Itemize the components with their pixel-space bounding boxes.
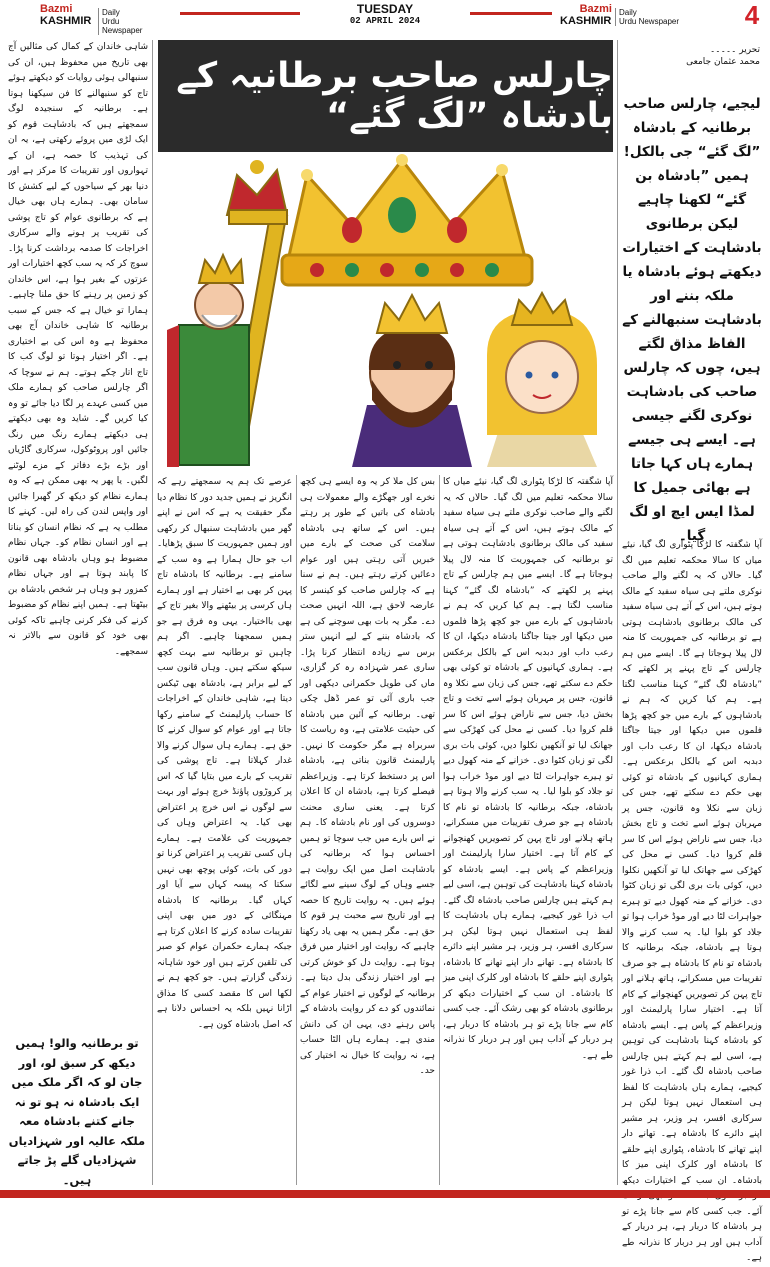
article-column-3 [157,475,292,1185]
tag-daily: Daily [102,8,120,17]
column-3-text: عرصے تک ہم یہ سمجھتے رہے کہ انگریز نے ہمیں جدید دور کا نظام دیا مگر حقیقت یہ ہے کہ اس نے اپنے گھر میں بادشاہت سنبھال کر رکھی اور ہمیں جمہوریت کا سبق پڑھایا۔ اب جو حال ہمارا ہے وہ سب کے سامنے ہے۔ برطانیہ کا بادشاہ تاج پہن کر بھی بے اختیار ہے اور ہمارے ہاں کرسی پر بیٹھنے والا بغیر تاج کے بھی بااختیار۔ یہی وہ فرق ہے جو ہمیں سمجھنا چاہیے۔ اگر ہم چاہیں تو برطانیہ سے بہت کچھ سیکھ سکتے ہیں۔ وہاں قانون سب کے لیے برابر ہے، بادشاہ بھی ٹیکس دیتا ہے، شاہی خاندان کے اخراجات کا حساب پارلیمنٹ کے سامنے رکھا جاتا ہے اور عوام کو سوال کرنے کا حق ہے۔ ہمارے ہاں سوال کرنے والا غدار کہلاتا ہے۔ تاج پوشی کی تقریب کے بارے میں بتایا گیا کہ اس پر کروڑوں پاؤنڈ خرچ ہوئے اور بہت سے لوگوں نے اس خرچ پر اعتراض بھی کیا۔ یہ اعتراض وہاں کی جمہوریت کی علامت ہے۔ ہمارے ہاں کسی تقریب پر اعتراض کرنا تو دور کی بات، کوئی پوچھ بھی نہیں سکتا کہ پیسہ کہاں سے آیا اور کہاں گیا۔ برطانیہ کا بادشاہ مہنگائی کے دور میں بھی اپنی تقریبات سادہ کرنے کا اعلان کرتا ہے جبکہ ہمارے حکمران عوام کو صبر کی تلقین کرتے ہیں اور خود شاہانہ زندگی گزارتے ہیں۔ جو کچھ ہم نے لکھا اس کا مقصد کسی کا مذاق اڑانا نہیں بلکہ یہ احساس دلانا ہے کہ اصل بادشاہ کون ہے۔ [157,477,292,1030]
column-divider [439,475,440,1185]
tag-daily-right: Daily [619,8,637,17]
column-1-text: آپا شگفتہ کا لڑکا پٹواری لگ گیا، نیئے میاں کا سالا محکمہ تعلیم میں لگ گیا۔ حالاں کہ یہ لگنے والے صاحب نوکری ملتے ہی سیاہ سفید کے مالک ہوتے ہیں، اس کے آتے ہی سیاہ سفید کی مالک برطانوی بادشاہت ہوتی ہے تو برطانیہ کی جمہوریت کا منہ لال پیلا ہوجاتا ہے گا۔ ایسے میں ہم چارلس کے تاج پہنے پر لکھتے کہ ”بادشاہ لگ گئے“ کہنا مناسب لگتا ہے۔ ہم کیا کریں کہ ہم نے بادشاہوں کے بارے میں جو کچھ پڑھا فلموں میں دیکھا اور جیتا جاگتا بادشاہ دیکھا، ان کا رعب داب اور دبدبہ اس کے بالکل برعکس ہے۔ ہماری کہانیوں کے بادشاہ تو کوئی بھی حکم دے سکتے تھے، جس کی زبان سے نکلا وہ قانون، جس پر مہربان ہوئے اسے تخت و تاج بخش دیا، جس سے ناراض ہوئے اس کا سر قلم کروا دیا۔ کسی نے محل کی کھڑکی سے جھانک لیا تو آنکھیں نکلوا دیں، کوئی بات بری لگی تو زبان کٹوا دی۔ خزانے کے منہ کھول دیے تو ہیرے جواہرات لٹا دیے اور موڈ خراب ہوا تو جلاد کو بلوا لیا۔ یہ سب کرنے والا ہوتا ہے بادشاہ، جبکہ برطانیہ کا بادشاہ تو نام کا بادشاہ ہے جو صرف تقریبات میں مسکرانے، ہاتھ ہلانے اور تاج پہن کر تصویریں کھنچوانے کے کام آتا ہے۔ اختیار سارا پارلیمنٹ اور وزیراعظم کے پاس ہے۔ ایسے بادشاہ کو بادشاہ کہنا بادشاہت کی توہین ہے، اسی لیے ہم کہتے ہیں چارلس صاحب بادشاہ لگ گئے۔ اب ذرا غور کیجیے، ہمارے ہاں بادشاہت کا لفظ ہی استعمال نہیں ہوتا لیکن ہر سرکاری افسر، ہر وزیر، ہر مشیر اپنے دائرے کا بادشاہ ہے۔ تھانے دار اپنے تھانے کا بادشاہ، پٹواری اپنے حلقے کا بادشاہ اور کلرک اپنی میز کا بادشاہ۔ ان سب کے اختیارات دیکھ کر برطانوی بادشاہ کو بھی رشک آئے۔ جب کسی کام سے جانا پڑے تو ہر بادشاہ کا دربار ہے، ہر دربار کے آداب ہیں اور ہر دربار کا نذرانہ طے ہے۔ [443,477,613,1061]
tag-urdu-newspaper: Urdu Newspaper [102,17,143,35]
illustration-svg [157,155,613,467]
brand-logo-left [40,3,143,35]
column-2-text: بس کل ملا کر یہ وہ ایسے ہی کچھ نخرے اور جھگڑے والے معمولات ہی بادشاہ کی باتیں کے طور پر رہتے ہیں۔ اس کے ساتھ ہی بادشاہ سلامت کی صحت کے بارے میں خبریں آتی رہتی ہیں اور عوام دعائیں کرتے رہتے ہیں۔ ہم نے سنا ہے کہ چارلس صاحب کو کینسر کا عارضہ لاحق ہے، اللہ انہیں صحت دے۔ مگر یہ بات بھی سوچنے کی ہے کہ بادشاہ بننے کے لیے انہیں ستر برس سے زیادہ انتظار کرنا پڑا۔ ساری عمر شہزادہ رہ کر گزاری، ماں کی طویل حکمرانی دیکھی اور جب باری آئی تو عمر ڈھل چکی تھی۔ برطانیہ کے آئین میں بادشاہ کی حیثیت علامتی ہے، وہ ریاست کا سربراہ ہے مگر حکومت کا نہیں۔ پارلیمنٹ قانون بناتی ہے، بادشاہ اس پر دستخط کرتا ہے۔ وزیراعظم فیصلے کرتا ہے، بادشاہ ان کا اعلان کرتا ہے۔ یعنی ساری محنت دوسروں کی اور نام بادشاہ کا۔ ہم نے اس بارے میں جب سوچا تو ہمیں احساس ہوا کہ برطانیہ کی بادشاہت اصل میں ایک روایت ہے جسے وہاں کے لوگ سینے سے لگائے ہوئے ہیں۔ یہ روایت تاریخ کا حصہ ہے اور تاریخ سے محبت ہر قوم کا حق ہے۔ مگر ہمیں یہ بھی یاد رکھنا چاہیے کہ روایت اور اختیار میں فرق ہوتا ہے۔ روایت دل کو خوش کرتی ہے اور اختیار زندگی بدل دیتا ہے۔ برطانیہ کے لوگوں نے اختیار عوام کے نمائندوں کو دے کر روایت بادشاہ کے پاس رہنے دی، یہی ان کی دانش مندی ہے۔ ہمارے ہاں الٹا حساب ہے، نہ روایت کا خیال نہ اختیار کی حد۔ [300,477,435,1076]
byline-label: تحریر ۔۔۔۔۔ [710,45,760,55]
tag-urdu-newspaper-right: Urdu Newspaper [619,17,680,26]
article-column-4 [8,40,148,1030]
brand-line1: Bazmi [40,3,73,15]
day-label: TUESDAY [356,2,414,16]
column-4-text: شاہی خاندان کے کمال کی مثالیں آج بھی تاریخ میں محفوظ ہیں، ان کی سنبھالی ہوئی روایات کو دیکھتے ہوئے تاج کو سنبھالنے کا فن سیکھنا ہوتا ہے۔ برطانیہ کے سنجیدہ لوگ سمجھتے ہیں کہ بادشاہت قوم کو ایک لڑی میں پروئے رکھتی ہے، یہ ان کی تہذیب کا حصہ ہے، ان کے تہواروں اور تقریبات کا مرکز ہے اور دنیا بھر کے سیاحوں کے لیے کشش کا سامان بھی۔ ہمارے ہاں بھی خیال ہے کہ برطانوی عوام کو تاج پوشی کی تقریب پر ہونے والے سرکاری اخراجات کا صدمہ برداشت کرنا پڑا۔ سوچ کر کہ یہ سب کچھ اختیارات اور عزتوں کے بغیر ہوا ہے، اس خاندان کو زمین پر رہنے کا حق ملنا چاہیے۔ ہمارا تو خیال ہے کہ جس کے سبب برطانیہ کا شاہی خاندان آج بھی محفوظ ہے وہ اس کی بے اختیاری ہے۔ اگر اختیار ہوتا تو لوگ کب کا تاج اتار چکے ہوتے۔ ہم نے سوچا کہ اگر چارلس صاحب کو ہمارے ملک میں کسی عہدے پر لگا دیا جائے تو وہ کیا کریں گے۔ شاید وہ بھی دیکھتے ہی دیکھتے ہمارے رنگ میں رنگ جائیں اور پروٹوکول، سرکاری گاڑیاں اور بڑے بڑے دفاتر کے مزے لوٹنے لگیں۔ یا پھر یہ بھی ممکن ہے کہ وہ ہمارے نظام کو دیکھ کر گھبرا جائیں اور واپس لندن کی راہ لیں۔ کہنے کا مطلب یہ ہے کہ نظام انسان کو بناتا ہے اور انسان نظام کو۔ جہاں نظام مضبوط ہو وہاں بادشاہ بھی قانون کا پابند ہوتا ہے اور جہاں نظام کمزور ہو وہاں ہر شخص بادشاہ بن بیٹھتا ہے۔ ہمیں اپنے نظام کو مضبوط کرنے کی فکر کرنی چاہیے تاکہ کوئی بھی خود کو قانون سے بالاتر نہ سمجھے۔ [8,42,148,657]
bottom-rule [0,1190,770,1198]
masthead-rule-right [470,12,552,15]
column-right-text: آپا شگفتہ کا لڑکا پٹواری لگ گیا، نیئے میاں کا سالا محکمہ تعلیم میں لگ گیا۔ حالاں کہ یہ لگنے والے صاحب نوکری ملتے ہی سیاہ سفید کے مالک ہوتے ہیں، اس کے آتے ہی سیاہ سفید کی مالک برطانوی بادشاہت ہوتی ہے تو برطانیہ کی جمہوریت کا منہ لال پیلا ہوجاتا ہے گا۔ ایسے میں ہم چارلس کے تاج پہنے پر لکھتے کہ ”بادشاہ لگ گئے“ کہنا مناسب لگتا ہے۔ ہم کیا کریں کہ ہم نے بادشاہوں کے بارے میں جو کچھ پڑھا فلموں میں دیکھا اور جیتا جاگتا بادشاہ دیکھا، ان کا رعب داب اور دبدبہ اس کے بالکل برعکس ہے۔ ہماری کہانیوں کے بادشاہ تو کوئی بھی حکم دے سکتے تھے، جس کی زبان سے نکلا وہ قانون، جس پر مہربان ہوئے اسے تخت و تاج بخش دیا، جس سے ناراض ہوئے اس کا سر قلم کروا دیا۔ کسی نے محل کی کھڑکی سے جھانک لیا تو آنکھیں نکلوا دیں، کوئی بات بری لگی تو زبان کٹوا دی۔ خزانے کے منہ کھول دیے تو ہیرے جواہرات لٹا دیے اور موڈ خراب ہوا تو جلاد کو بلوا لیا۔ یہ سب کرنے والا ہوتا ہے بادشاہ، جبکہ برطانیہ کا بادشاہ تو نام کا بادشاہ ہے جو صرف تقریبات میں مسکرانے، ہاتھ ہلانے اور تاج پہن کر تصویریں کھنچوانے کے کام آتا ہے۔ اختیار سارا پارلیمنٹ اور وزیراعظم کے پاس ہے۔ ایسے بادشاہ کو بادشاہ کہنا بادشاہت کی توہین ہے، اسی لیے ہم کہتے ہیں چارلس صاحب بادشاہ لگ گئے۔ اب ذرا غور کیجیے، ہمارے ہاں بادشاہت کا لفظ ہی استعمال نہیں ہوتا لیکن ہر سرکاری افسر، ہر وزیر، ہر مشیر اپنے دائرے کا بادشاہ ہے۔ تھانے دار اپنے تھانے کا بادشاہ، پٹواری اپنے حلقے کا بادشاہ اور کلرک اپنی میز کا بادشاہ۔ ان سب کے اختیارات دیکھ آئے۔ جب کسی کام سے جانا پڑے تو ہر بادشاہ کا دربار ہے، ہر دربار کے آداب ہیں اور ہر دربار کا نذرانہ طے ہے۔ [622,540,762,1263]
date-block [300,2,470,26]
brand-tagline [98,8,162,35]
brand-line1-right: Bazmi [579,3,612,15]
byline [640,44,760,68]
byline-author: محمد عثمان جامعی [686,57,760,67]
masthead-rule-left [180,12,300,15]
column-divider [296,475,297,1185]
column-divider [152,40,153,1185]
king-queen-crown-illustration [157,155,613,467]
page-number: 4 [734,0,770,30]
brand-line2-right: KASHMIR [560,15,612,27]
lead-paragraph: لیجیے، چارلس صاحب برطانیہ کے بادشاہ ”لگ گئے“ جی بالکل! ہمیں ”بادشاہ بن گئے“ لکھنا چاہیے لیکن برطانوی بادشاہت کے اختیارات دیکھتے ہوئے بادشاہ یا ملکہ بننے اور بادشاہت سنبھالنے کے الفاظ مذاق لگتے ہیں، چوں کہ چارلس صاحب کی بادشاہت نوکری لگنے جیسی ہے۔ ایسے ہی جیسے ہمارے ہاں کہا جاتا ہے بھائی جمیل کا لمڈا ایس ایچ او لگ گیا۔ [622,96,762,544]
headline: چارلس صاحب برطانیہ کے بادشاہ ”لگ گئے“ [158,40,613,152]
brand-tagline-right [615,8,689,26]
article-column-1 [443,475,613,1185]
pull-quote: تو برطانیہ والو! ہمیں دیکھ کر سبق لو، اور جان لو کہ اگر ملک میں ایک بادشاہ نہ ہو تو نہ جانے کتنے بادشاہ معہ ملکہ عالیہ اور شہزادیاں شہزادیاں گلے پڑ جاتے ہیں۔ [8,1036,146,1187]
brand-line2: KASHMIR [40,15,92,27]
article-column-2 [300,475,435,1185]
date-label: 02 APRIL 2024 [349,16,421,26]
masthead [0,0,770,35]
article-column-right [622,538,762,1263]
column-divider [617,40,618,1185]
brand-logo-right [560,3,680,27]
